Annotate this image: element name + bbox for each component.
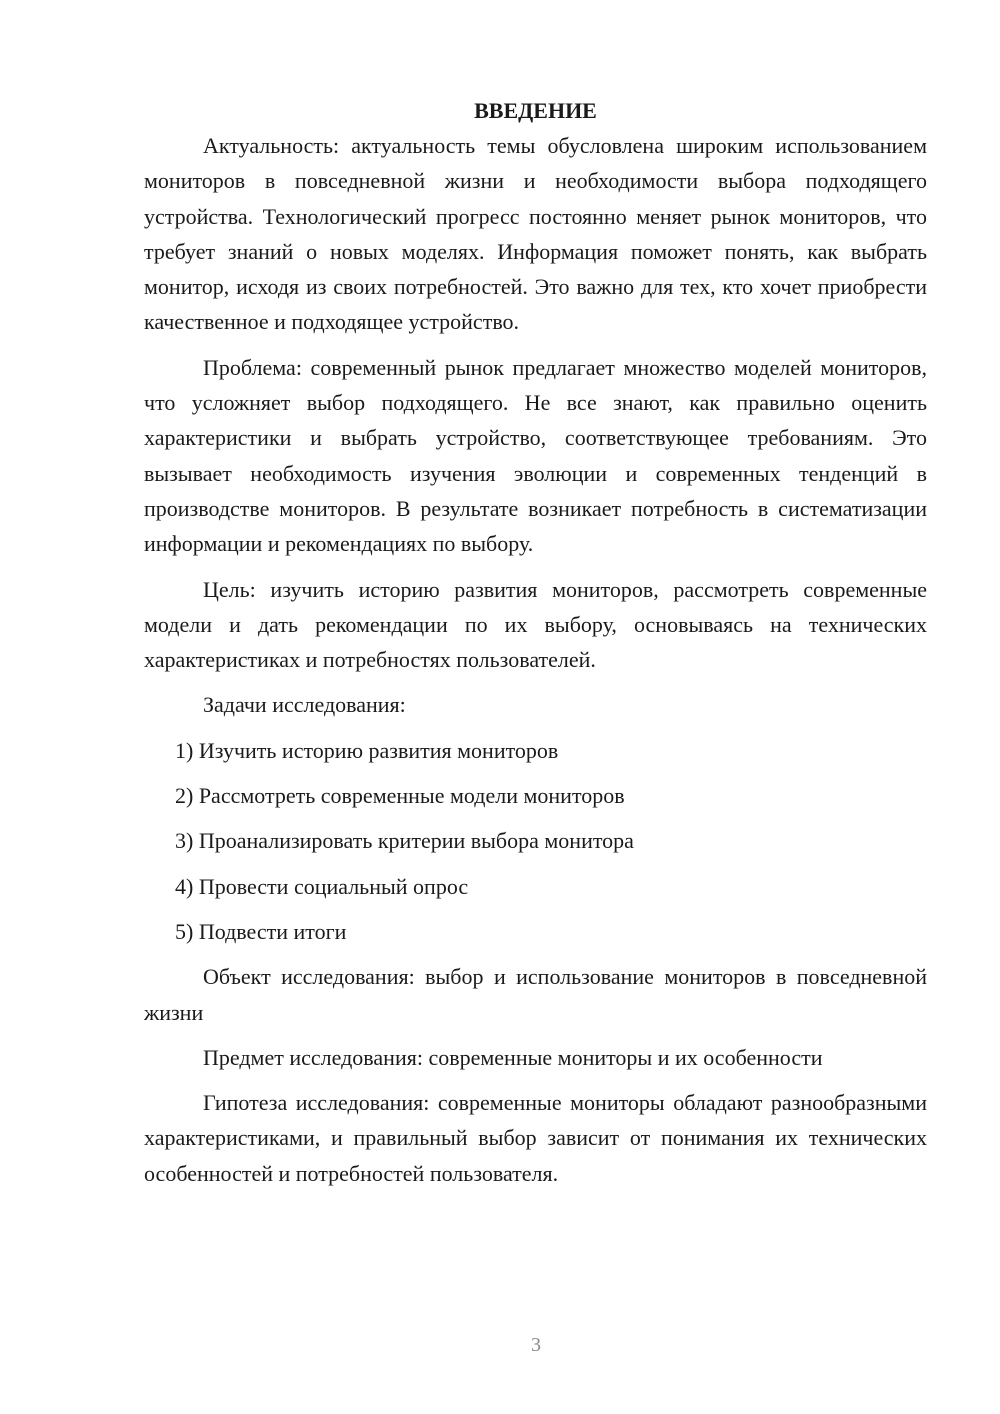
goal-paragraph: Цель: изучить историю развития мониторов, рассмотреть современные модели и дать рекомендации по их выбору, основываясь на технических характеристиках и потребностях пользователей. bbox=[144, 576, 927, 673]
subject-paragraph: Предмет исследования: современные мониторы и их особенности bbox=[203, 1044, 823, 1070]
tasks-heading: Задачи исследования: bbox=[203, 692, 406, 718]
hypothesis-paragraph: Гипотеза исследования: современные мониторы обладают разнообразными характеристиками, и правильный выбор зависит от понимания их технических особенностей и потребностей пользователя. bbox=[144, 1090, 927, 1186]
task-item: 5) Подвести итоги bbox=[175, 918, 347, 944]
task-item: 1) Изучить историю развития мониторов bbox=[175, 737, 559, 763]
tasks-list bbox=[144, 733, 927, 949]
problem-paragraph: Проблема: современный рынок предлагает множество моделей мониторов, что усложняет выбор подходящего. Не все знают, как правильно оценить характеристики и выбрать устройство, соответствующее требованиям. Это вызывает необходимость изучения эволюции и современных тенденций в производстве мониторов. В результате возникает потребность в систематизации информации и рекомендациях по выбору. bbox=[144, 354, 927, 557]
page-title: ВВЕДЕНИЕ bbox=[474, 98, 597, 123]
task-item: 2) Рассмотреть современные модели мониторов bbox=[175, 783, 625, 809]
task-item: 3) Проанализировать критерии выбора монитора bbox=[175, 828, 634, 854]
page-number: 3 bbox=[531, 1334, 541, 1356]
task-item: 4) Провести социальный опрос bbox=[175, 873, 469, 899]
object-paragraph: Объект исследования: выбор и использование мониторов в повседневной жизни bbox=[144, 964, 927, 1025]
page-content bbox=[144, 94, 927, 1191]
relevance-paragraph: Актуальность: актуальность темы обусловлена широким использованием мониторов в повседневной жизни и необходимости выбора подходящего устройства. Технологический прогресс постоянно меняет рынок мониторов, что требует знаний о новых моделях. Информация поможет понять, как выбрать монитор, исходя из своих потребностей. Это важно для тех, кто хочет приобрести качественное и подходящее устройство. bbox=[144, 133, 927, 335]
